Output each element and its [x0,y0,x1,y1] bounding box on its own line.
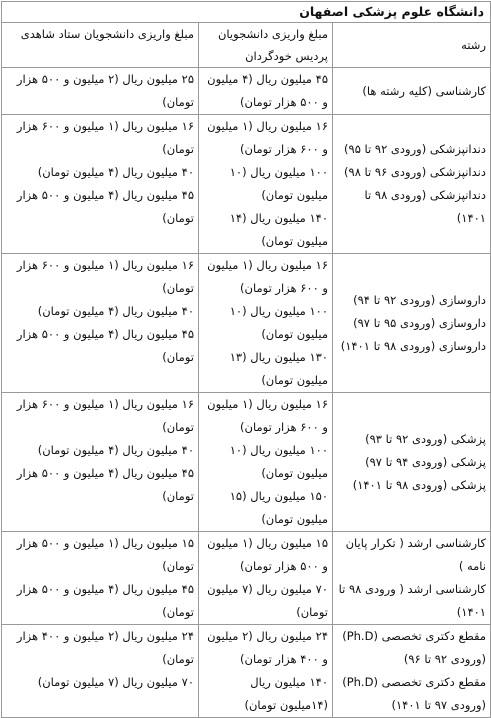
staff-amount-cell [2,625,199,718]
table-row [2,393,491,532]
field-cell [333,625,491,718]
campus-line: ۱۰۰ میلیون ریال (۱۰ میلیون تومان) [229,304,328,341]
campus-line: ۱۶ میلیون ریال (۱ میلیون و ۶۰۰ هزار تومان) [207,258,328,295]
table-row [2,68,491,115]
campus-line: ۱۶ میلیون ریال (۱ میلیون و ۶۰۰ هزار تومان) [207,397,328,434]
campus-line: ۱۰۰ میلیون ریال (۱۰ میلیون تومان) [229,165,328,202]
campus-amount-cell [199,625,333,718]
staff-line: ۲۴ میلیون ریال (۲ میلیون و ۴۰۰ هزار تومان) [16,629,194,666]
field-line: کارشناسی (کلیه رشته ها) [362,83,486,98]
field-line: کارشناسی ارشد ( ورودی ۹۸ تا ۱۴۰۱) [338,582,486,619]
staff-line: ۱۶ میلیون ریال (۱ میلیون و ۶۰۰ هزار تومان) [16,119,194,156]
tuition-table [1,1,491,718]
field-line: داروسازی (ورودی ۹۲ تا ۹۴) [353,292,486,307]
header-staff: مبلغ واریزی دانشجویان ستاد شاهدی [2,23,199,68]
header-field: رشته [333,23,491,68]
table-row [2,532,491,625]
campus-line: ۲۴ میلیون ریال (۲ میلیون و ۴۰۰ هزار تومان) [207,629,328,666]
campus-line: ۱۰۰ میلیون ریال (۱۰ میلیون تومان) [229,443,328,480]
campus-line: ۱۶ میلیون ریال (۱ میلیون و ۶۰۰ هزار تومان) [207,119,328,156]
table-row [2,254,491,393]
field-cell [333,68,491,115]
field-line: پزشکی (ورودی ۹۴ تا ۹۷) [365,454,486,469]
campus-line: ۱۵۰ میلیون ریال (۱۵ میلیون تومان) [229,489,328,526]
field-line: داروسازی (ورودی ۹۸ تا ۱۴۰۱) [340,338,486,353]
campus-amount-cell [199,68,333,115]
staff-line: ۲۵ میلیون ریال (۲ میلیون و ۵۰۰ هزار تومان) [16,72,194,109]
staff-amount-cell [2,68,199,115]
field-line: پزشکی (ورودی ۹۲ تا ۹۳) [365,431,486,446]
campus-amount-cell [199,115,333,254]
staff-amount-cell [2,393,199,532]
staff-line: ۱۵ میلیون ریال (۱ میلیون و ۵۰۰ هزار تومان) [16,536,194,573]
staff-line: ۱۶ میلیون ریال (۱ میلیون و ۶۰۰ هزار تومان) [16,397,194,434]
staff-line: ۱۶ میلیون ریال (۱ میلیون و ۶۰۰ هزار تومان) [16,258,194,295]
field-line: داروسازی (ورودی ۹۵ تا ۹۷) [353,315,486,330]
campus-amount-cell [199,393,333,532]
campus-line: ۴۵ میلیون ریال (۴ میلیون و ۵۰۰ هزار تومان) [207,72,328,109]
staff-line: ۴۵ میلیون ریال (۴ میلیون و ۵۰۰ هزار تومان) [16,188,194,225]
table-body [2,68,491,718]
staff-line: ۴۰ میلیون ریال (۴ میلیون تومان) [37,443,194,457]
staff-line: ۴۵ میلیون ریال (۴ میلیون و ۵۰۰ هزار تومان) [16,582,194,619]
title-row [2,2,491,23]
staff-amount-cell [2,254,199,393]
field-line: دندانپزشکی (ورودی ۹۲ تا ۹۵) [344,142,486,156]
table-row [2,625,491,718]
header-campus: مبلغ واریزی دانشجویان پردیس خودگردان [199,23,333,68]
staff-line: ۴۵ میلیون ریال (۴ میلیون و ۵۰۰ هزار تومان) [16,466,194,503]
field-cell [333,254,491,393]
field-line: مقطع دکتری تخصصی (Ph.D) (ورودی ۹۷ تا ۱۴۰۱) [342,675,486,712]
field-cell [333,532,491,625]
campus-line: ۱۴۰ میلیون ریال (۱۴میلیون تومان) [244,675,328,712]
staff-line: ۷۰ میلیون ریال (۷ میلیون تومان) [37,675,194,689]
staff-line: ۴۵ میلیون ریال (۴ میلیون و ۵۰۰ هزار تومان) [16,327,194,364]
campus-line: ۱۴۰ میلیون ریال (۱۴ میلیون تومان) [229,211,328,248]
field-cell [333,393,491,532]
staff-line: ۴۰ میلیون ریال (۴ میلیون تومان) [37,304,194,318]
staff-amount-cell [2,115,199,254]
campus-amount-cell [199,532,333,625]
table-row [2,115,491,254]
campus-amount-cell [199,254,333,393]
campus-line: ۱۳۰ میلیون ریال (۱۳ میلیون تومان) [229,350,328,387]
staff-amount-cell [2,532,199,625]
header-row [2,23,491,68]
staff-line: ۴۰ میلیون ریال (۴ میلیون تومان) [37,165,194,179]
field-line: مقطع دکتری تخصصی (Ph.D) (ورودی ۹۲ تا ۹۶) [342,629,486,666]
field-cell [333,115,491,254]
table-title: دانشگاه علوم پزشکی اصفهان [2,2,491,23]
field-line: دندانپزشکی (ورودی ۹۶ تا ۹۸) [344,165,486,179]
field-line: پزشکی (ورودی ۹۸ تا ۱۴۰۱) [352,477,486,492]
campus-line: ۱۵ میلیون ریال (۱ میلیون و ۵۰۰ هزار تومان) [207,536,328,573]
field-line: کارشناسی ارشد ( تکرار پایان نامه ) [345,536,486,573]
campus-line: ۷۰ میلیون ریال (۷ میلیون تومان) [207,582,328,619]
field-line: دندانپزشکی (ورودی ۹۸ تا ۱۴۰۱) [364,188,486,225]
